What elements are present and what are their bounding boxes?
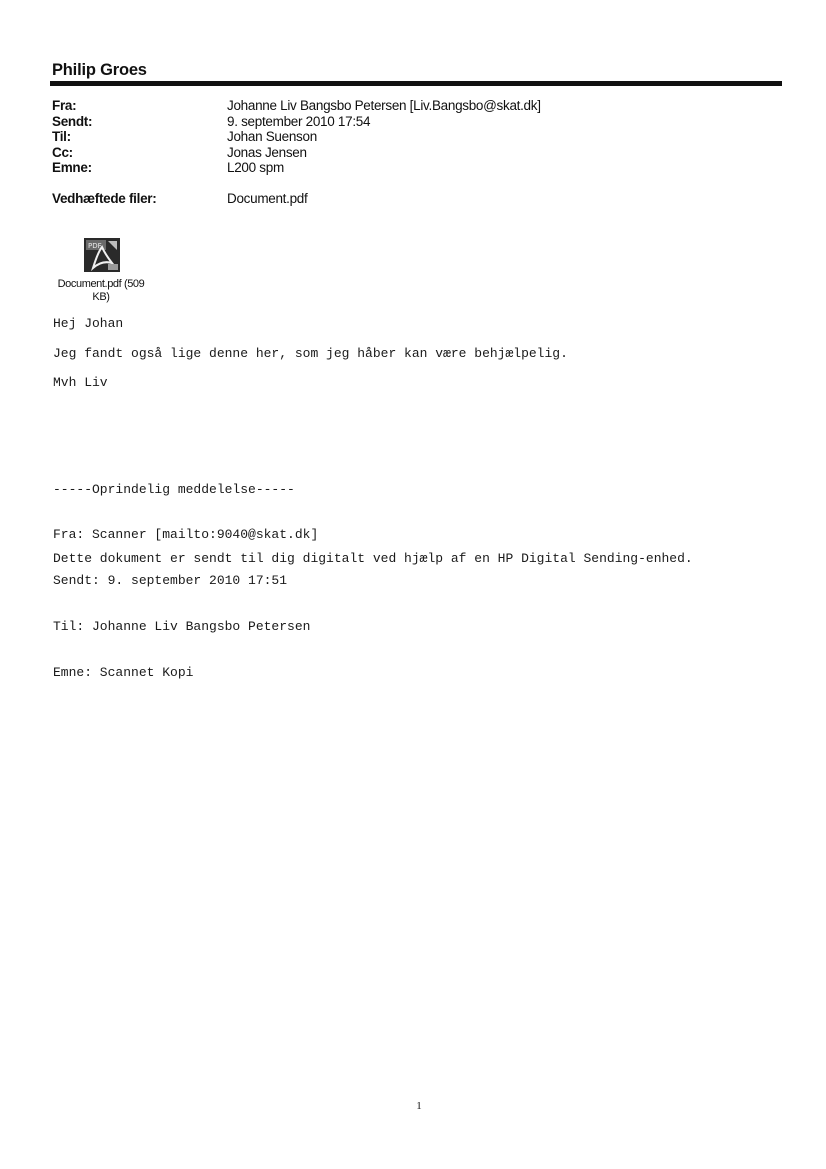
page-number: 1 — [416, 1100, 422, 1112]
subject-value: L200 spm — [227, 160, 284, 175]
subject-label: Emne: — [52, 160, 92, 175]
attachments-row — [52, 191, 307, 206]
cc-value: Jonas Jensen — [227, 144, 307, 160]
pdf-file-icon[interactable] — [84, 238, 120, 272]
from-value: Johanne Liv Bangsbo Petersen [Liv.Bangsbo@skat.dk] — [227, 98, 541, 113]
cc-label: Cc: — [52, 144, 73, 160]
greeting-text: Hej Johan — [53, 316, 124, 331]
to-row — [52, 129, 541, 145]
sent-label: Sendt: — [52, 113, 93, 129]
original-body-text: Dette dokument er sendt til dig digitalt ved hjælp af en HP Digital Sending-enhed. — [53, 551, 693, 566]
to-label: Til: — [52, 129, 71, 144]
message-text: Jeg fandt også lige denne her, som jeg håber kan være behjælpelig. — [53, 346, 568, 361]
signoff-text: Mvh Liv — [53, 375, 108, 390]
original-subject: Emne: Scannet Kopi — [53, 665, 194, 681]
original-separator: -----Oprindelig meddelelse----- — [53, 481, 295, 497]
attachments-label: Vedhæftede filer: — [52, 191, 157, 206]
from-label: Fra: — [52, 98, 77, 113]
mailbox-owner-name: Philip Groes — [52, 61, 147, 79]
attachment-caption-line2: KB) — [92, 291, 110, 303]
from-row — [52, 98, 541, 114]
original-to: Til: Johanne Liv Bangsbo Petersen — [53, 619, 311, 635]
original-message-block — [53, 451, 318, 696]
subject-row — [52, 160, 541, 176]
header-divider — [50, 81, 782, 86]
sent-value: 9. september 2010 17:54 — [227, 113, 371, 129]
original-sent: Sendt: 9. september 2010 17:51 — [53, 573, 288, 589]
attachments-value[interactable]: Document.pdf — [227, 191, 308, 206]
cc-row — [52, 145, 541, 161]
sent-row — [52, 114, 541, 130]
attachment-caption[interactable] — [48, 278, 154, 304]
pdf-icon-text: PDF — [88, 242, 102, 250]
original-from: Fra: Scanner [mailto:9040@skat.dk] — [53, 527, 319, 543]
attachment-caption-line1: Document.pdf (509 — [57, 278, 145, 290]
to-value: Johan Suenson — [227, 129, 317, 144]
email-header-fields — [52, 98, 541, 176]
